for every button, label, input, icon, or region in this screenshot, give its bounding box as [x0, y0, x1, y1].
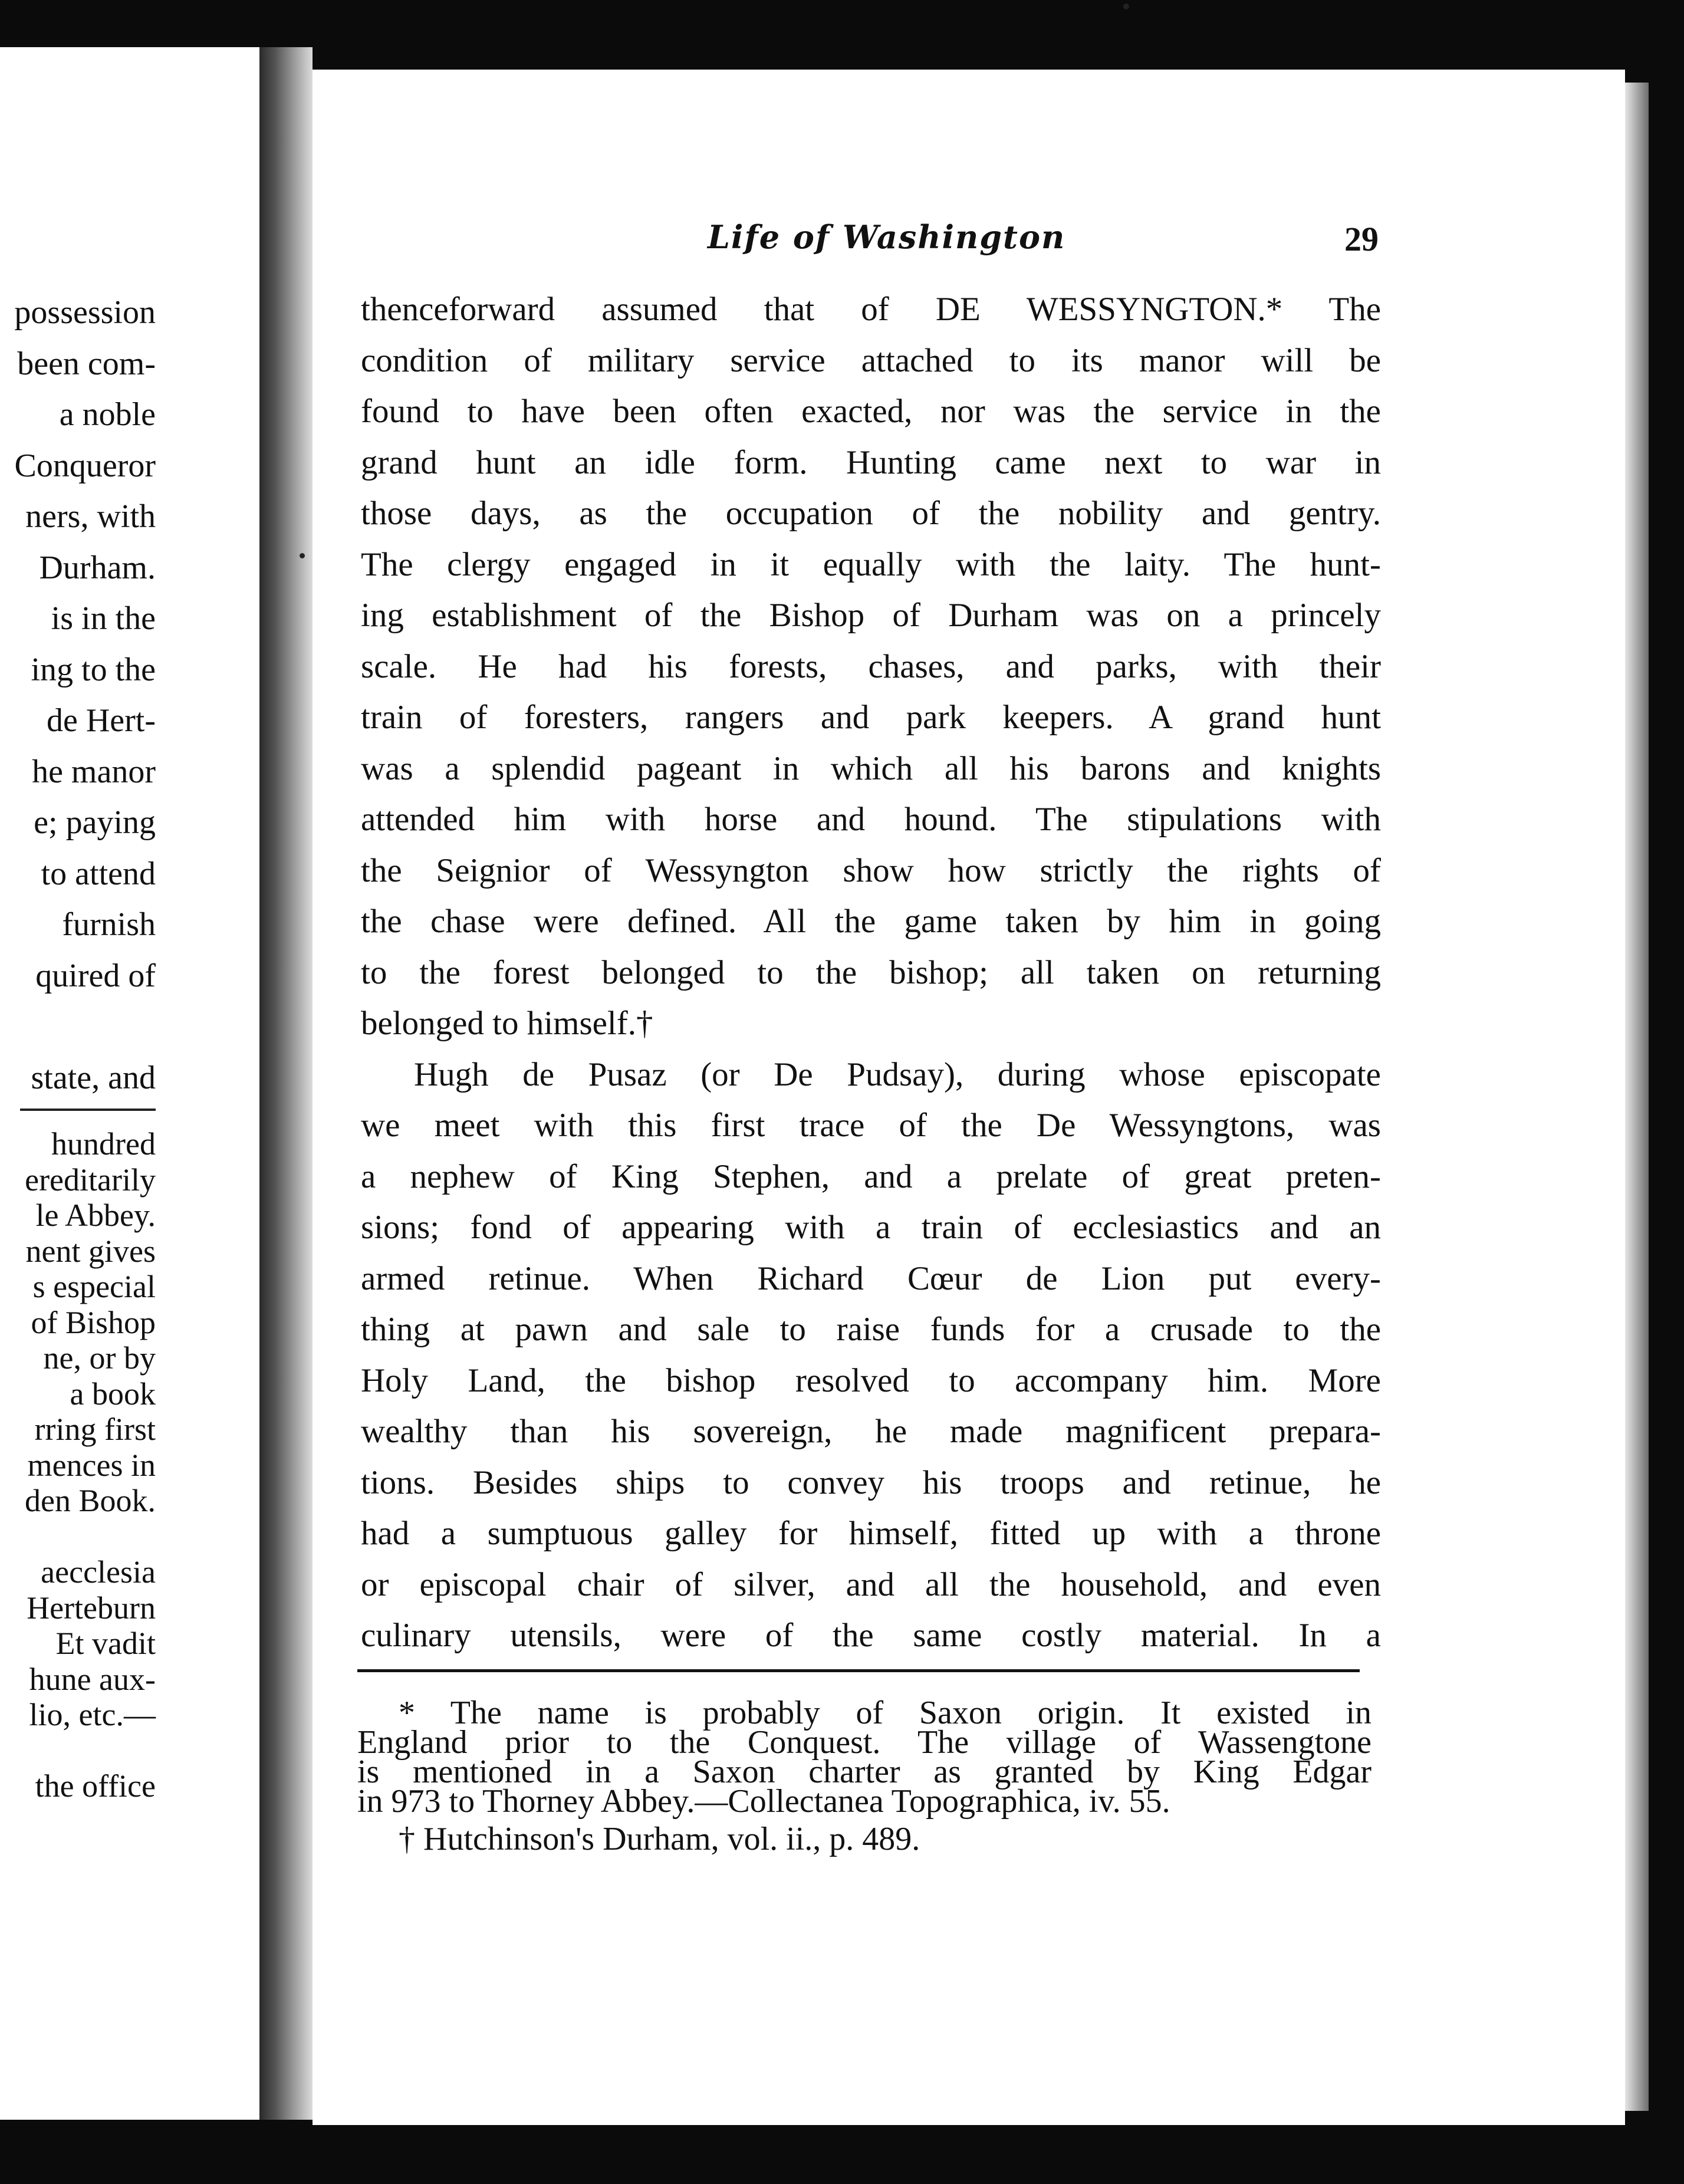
body-line: had a sumptuous galley for himself, fitted up with a throne — [361, 1515, 1381, 1552]
left-page-footnote-line: ereditarily — [25, 1162, 156, 1198]
left-page-footnote-line: den Book. — [25, 1483, 156, 1518]
left-page-line: Conqueror — [14, 447, 156, 484]
body-line: a nephew of King Stephen, and a prelate of great preten- — [361, 1157, 1381, 1195]
left-page-footnote-line: s especial — [32, 1269, 156, 1304]
left-page-footnote-line: of Bishop — [31, 1304, 156, 1340]
body-line: The clergy engaged in it equally with the laity. The hunt- — [361, 545, 1381, 583]
body-line: sions; fond of appearing with a train of ecclesiastics and an — [361, 1209, 1381, 1246]
left-page-line: ing to the — [31, 651, 156, 688]
left-page-footnote-line: mences in — [27, 1447, 156, 1483]
left-page-footnote-line: the office — [35, 1768, 156, 1804]
body-line: grand hunt an idle form. Hunting came next to war in — [361, 443, 1381, 481]
footnote-line: is mentioned in a Saxon charter as granted by King Edgar — [357, 1754, 1371, 1790]
body-line: Holy Land, the bishop resolved to accompany him. More — [361, 1361, 1381, 1399]
scan-speck — [300, 553, 305, 558]
body-line: the Seignior of Wessyngton show how strictly the rights of — [361, 851, 1381, 889]
body-line: wealthy than his sovereign, he made magnificent prepara- — [361, 1413, 1381, 1450]
left-page-line: quired of — [35, 957, 156, 994]
left-page-line: de Hert- — [46, 702, 156, 739]
left-page-footnote-line: lio, etc.— — [29, 1697, 156, 1732]
body-line: was a splendid pageant in which all his barons and knights — [361, 749, 1381, 787]
page-edge — [1625, 83, 1649, 2111]
left-page-line: e; paying — [34, 804, 156, 841]
body-line: belonged to himself.† — [361, 1005, 653, 1042]
left-page-footnote-line: Herteburn — [27, 1590, 156, 1626]
left-page-footnote-line: le Abbey. — [35, 1198, 156, 1233]
left-page-footnote-line: a book — [70, 1376, 156, 1412]
body-line: the chase were defined. All the game taken by him in going — [361, 903, 1381, 940]
left-page-line: to attend — [41, 855, 156, 892]
running-head: Life of Washington — [708, 218, 1066, 256]
left-page-footnote-line: hundred — [51, 1126, 156, 1162]
left-page-footnote-line: rring first — [34, 1412, 156, 1447]
footnotes — [357, 1695, 1371, 1857]
footnote-line: England prior to the Conquest. The village of Wassengtone — [357, 1724, 1371, 1761]
body-line: culinary utensils, were of the same costly material. In a — [361, 1617, 1381, 1654]
body-line: we meet with this first trace of the De Wessyngtons, was — [361, 1107, 1381, 1144]
body-line: to the forest belonged to the bishop; all taken on returning — [361, 953, 1381, 991]
body-line: scale. He had his forests, chases, and parks, with their — [361, 647, 1381, 685]
left-page-footnote-line: ne, or by — [43, 1340, 156, 1376]
body-text — [361, 284, 1381, 1662]
left-page-line: he manor — [32, 753, 156, 790]
left-page-rule — [20, 1109, 156, 1111]
left-page-line: Durham. — [39, 549, 156, 586]
left-page-footnote-line: nent gives — [25, 1233, 156, 1269]
left-page-footnote-line: Et vadit — [55, 1626, 156, 1661]
left-page-line: ners, with — [25, 498, 156, 535]
body-line: those days, as the occupation of the nobility and gentry. — [361, 495, 1381, 532]
body-line: found to have been often exacted, nor was the service in the — [361, 393, 1381, 430]
body-line: thenceforward assumed that of DE WESSYNGTON.* The — [361, 291, 1381, 328]
body-line: ing establishment of the Bishop of Durham was on a princely — [361, 597, 1381, 634]
body-line: attended him with horse and hound. The stipulations with — [361, 801, 1381, 838]
left-page-footnote-line: hune aux- — [29, 1661, 156, 1697]
footnote-line: † Hutchinson's Durham, vol. ii., p. 489. — [399, 1821, 920, 1857]
scan-speck — [1123, 4, 1129, 9]
gutter-shadow — [259, 47, 313, 2120]
page-number: 29 — [1344, 220, 1379, 258]
left-page-line: is in the — [51, 600, 156, 637]
left-page-line: furnish — [62, 906, 156, 943]
footnote-line: * The name is probably of Saxon origin. It existed in — [399, 1695, 1371, 1731]
left-page-footnote-line: aecclesia — [41, 1554, 156, 1590]
footnote-rule — [357, 1669, 1360, 1672]
footnote-line: in 973 to Thorney Abbey.—Collectanea Topographica, iv. 55. — [357, 1783, 1170, 1820]
body-line: thing at pawn and sale to raise funds for a crusade to the — [361, 1311, 1381, 1348]
body-line: condition of military service attached to its manor will be — [361, 341, 1381, 379]
previous-page-fragment — [0, 47, 259, 2120]
body-line: armed retinue. When Richard Cœur de Lion put every- — [361, 1259, 1381, 1297]
body-line: or episcopal chair of silver, and all the household, and even — [361, 1565, 1381, 1603]
body-line: train of foresters, rangers and park keepers. A grand hunt — [361, 699, 1381, 736]
left-page-line: possession — [14, 294, 156, 331]
body-line: tions. Besides ships to convey his troops and retinue, he — [361, 1463, 1381, 1501]
left-page-line: been com- — [17, 345, 156, 382]
body-line: Hugh de Pusaz (or De Pudsay), during whose episcopate — [414, 1055, 1381, 1093]
left-page-line: state, and — [31, 1059, 156, 1096]
left-page-line: a noble — [59, 396, 156, 433]
